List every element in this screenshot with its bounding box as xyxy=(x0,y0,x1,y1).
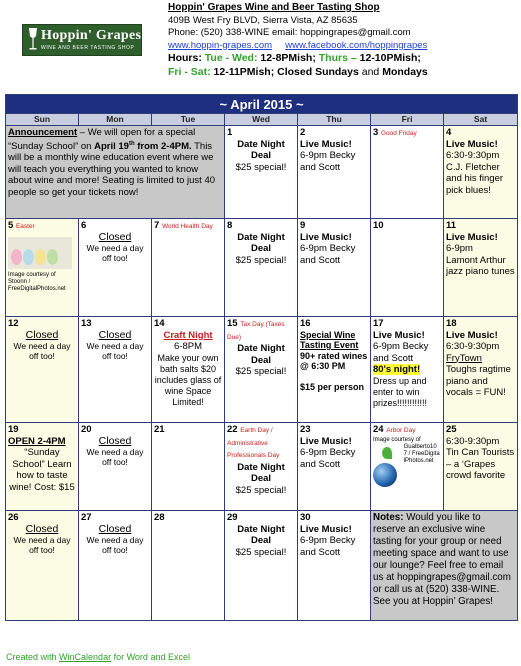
closed-label: Closed xyxy=(98,230,132,243)
event-detail: 6-9pm Becky and Scott xyxy=(300,535,356,558)
day-number: 17 xyxy=(373,318,384,329)
facebook-link[interactable]: www.facebook.com/hoppingrapes xyxy=(285,39,428,51)
day-number: 13 xyxy=(81,318,92,329)
egg-icon xyxy=(23,249,34,265)
day-cell-25[interactable] xyxy=(444,423,518,511)
logo-subtitle: WINE AND BEER TASTING SHOP xyxy=(41,45,135,51)
day-number: 10 xyxy=(373,220,384,231)
event-title: Date Night Deal xyxy=(237,138,285,161)
day-cell-7[interactable] xyxy=(152,219,225,317)
closed-label: Closed xyxy=(25,328,59,341)
day-number: 28 xyxy=(154,512,165,523)
day-number: 30 xyxy=(300,512,311,523)
footer-suffix: for Word and Excel xyxy=(113,652,190,662)
day-number: 22 xyxy=(227,424,238,435)
day-number: 8 xyxy=(227,220,233,231)
event-title: OPEN 2-4PM xyxy=(8,435,66,447)
event-detail: Dress up and enter to win prizes!!!!!!!!!!!! xyxy=(373,375,428,408)
day-cell-14[interactable] xyxy=(152,317,225,423)
holiday-label: Arbor Day xyxy=(386,427,416,434)
day-cell-28[interactable] xyxy=(152,511,225,621)
event-detail: C.J. Fletcher and his finger pick blues! xyxy=(446,161,504,196)
day-number: 3 xyxy=(373,127,379,138)
announcement-text-1: – We will open for a special “Sunday School” on xyxy=(8,127,196,152)
month-title: ~ April 2015 ~ xyxy=(6,95,518,114)
weekday-mon: Mon xyxy=(79,114,152,126)
day-number: 21 xyxy=(154,424,165,435)
event-detail: $25 special! xyxy=(235,366,287,377)
event-title: Date Night Deal xyxy=(237,461,285,484)
event-title: Date Night Deal xyxy=(237,523,285,546)
day-number: 6 xyxy=(81,220,87,231)
closed-note: We need a day off too! xyxy=(86,243,144,263)
holiday-label: Earth Day / Administrative Professionals Day xyxy=(227,427,280,459)
day-number: 23 xyxy=(300,424,311,435)
day-cell-11[interactable] xyxy=(444,219,518,317)
notes-cell xyxy=(371,511,518,621)
day-cell-2[interactable] xyxy=(298,126,371,219)
eighties-night-title: 80's night! xyxy=(373,364,421,375)
hours-line-1 xyxy=(168,52,428,66)
event-detail: $25 special! xyxy=(235,546,287,558)
closed-note: We need a day off too! xyxy=(86,535,144,555)
earth-sprout-image xyxy=(373,447,401,487)
day-number: 24 xyxy=(373,424,384,435)
day-cell-23[interactable] xyxy=(298,423,371,511)
event-title: Live Music! xyxy=(446,329,498,341)
event-detail: 6-9pm Becky and Scott xyxy=(300,243,356,266)
hours-thurs: Thurs – xyxy=(318,52,357,64)
event-detail: Make your own bath salts $20 includes glass of wine Space Limited! xyxy=(154,352,222,407)
event-detail: 6-9pm Becky and Scott xyxy=(300,447,356,470)
business-name: Hoppin' Grapes Wine and Beer Tasting Shop xyxy=(168,2,380,13)
day-number: 1 xyxy=(227,127,233,138)
announcement-time: from 2-4PM. xyxy=(134,140,192,152)
event-title: Craft Night xyxy=(163,329,213,341)
hours-tue-wed-time: 12-8PMish; xyxy=(260,52,316,64)
day-number: 11 xyxy=(446,220,457,231)
event-time: @ 6:30 PM xyxy=(300,361,346,371)
event-detail: 6-9pm Becky and Scott xyxy=(373,341,429,364)
day-number: 20 xyxy=(81,424,92,435)
weekday-tue: Tue xyxy=(152,114,225,126)
day-number: 27 xyxy=(81,512,92,523)
holiday-label: Good Friday xyxy=(380,130,417,137)
hours-closed-mon: Mondays xyxy=(382,65,428,78)
event-detail: 6-9pm Becky and Scott xyxy=(300,150,356,173)
day-cell-20[interactable] xyxy=(79,423,152,511)
image-credit: Image courtesy of xyxy=(373,436,421,443)
phone-email: Phone: (520) 338-WINE email: hoppingrapes@gmail.com xyxy=(168,27,411,38)
day-number: 25 xyxy=(446,424,457,435)
day-cell-21[interactable] xyxy=(152,423,225,511)
day-cell-18[interactable] xyxy=(444,317,518,423)
day-cell-6[interactable] xyxy=(79,219,152,317)
weekday-thu: Thu xyxy=(298,114,371,126)
easter-eggs-image xyxy=(8,237,72,269)
weekday-sat: Sat xyxy=(444,114,518,126)
image-credit: Image courtesy of Stoonn / FreeDigitalPhotos.net xyxy=(8,271,66,292)
closed-label: Closed xyxy=(25,522,59,535)
event-time: 6:30-9:30pm xyxy=(446,341,500,352)
hours-line-2 xyxy=(168,66,428,80)
event-performer: FryTown xyxy=(446,352,482,364)
event-detail: $25 special! xyxy=(235,161,287,173)
footer xyxy=(6,652,190,662)
day-cell-13[interactable] xyxy=(79,317,152,423)
earth-icon xyxy=(373,463,397,487)
day-number: 15 xyxy=(227,318,238,329)
event-title: Live Music! xyxy=(446,231,498,243)
announcement-cell xyxy=(6,126,225,219)
day-cell-26[interactable] xyxy=(6,511,79,621)
day-number: 7 xyxy=(154,220,160,231)
event-title: Special Wine Tasting Event xyxy=(300,329,359,350)
day-cell-8[interactable] xyxy=(225,219,298,317)
day-cell-10[interactable] xyxy=(371,219,444,317)
notes-text: Would you like to reserve an exclusive wine tasting for your group or need meeting space and want to use our lounge? Feel free to email us at hoppingrapes@gmail.com or call us at (520) 338-WINE. See you at Hoppin’ Grapes! xyxy=(373,512,511,607)
weekday-fri: Fri xyxy=(371,114,444,126)
announcement-label: Announcement xyxy=(8,127,78,138)
hours-label: Hours: xyxy=(168,52,202,64)
day-number: 29 xyxy=(227,512,238,523)
closed-note: We need a day off too! xyxy=(86,447,144,467)
event-title: Live Music! xyxy=(446,138,498,150)
weekday-header xyxy=(6,114,518,126)
egg-icon xyxy=(11,249,22,265)
day-number: 5 xyxy=(8,220,14,231)
announcement-date-suffix: th xyxy=(128,140,135,147)
closed-note: We need a day off too! xyxy=(13,341,71,361)
day-number: 9 xyxy=(300,220,306,231)
hours-fri-sat: Fri - Sat: xyxy=(168,65,211,78)
event-time: 6:30-9:30pm xyxy=(446,150,500,161)
hours-closed-sun: Sundays xyxy=(315,65,359,78)
hours-fri-sat-time: 12-11PMish; Closed xyxy=(213,65,313,78)
event-detail: $25 special! xyxy=(235,484,287,496)
holiday-label: Easter xyxy=(15,223,35,230)
weekday-wed: Wed xyxy=(225,114,298,126)
header xyxy=(0,0,521,90)
event-detail: Toughs ragtime piano and vocals = FUN! xyxy=(446,364,511,398)
event-title: Live Music! xyxy=(300,138,352,150)
day-cell-16[interactable] xyxy=(298,317,371,423)
event-time: 6-8PM xyxy=(174,341,202,352)
closed-note: We need a day off too! xyxy=(86,341,144,361)
website-link[interactable]: www.hoppin-grapes.com xyxy=(168,39,273,51)
logo-name: Hoppin' Grapes xyxy=(41,28,142,43)
holiday-label: World Health Day xyxy=(161,223,213,230)
day-cell-9[interactable] xyxy=(298,219,371,317)
event-time: 6-9pm xyxy=(446,243,473,254)
event-detail: 90+ rated wines xyxy=(300,350,368,361)
day-number: 12 xyxy=(8,318,19,329)
event-title: Date Night Deal xyxy=(237,231,285,254)
event-title: Live Music! xyxy=(373,329,425,341)
day-cell-22[interactable] xyxy=(225,423,298,511)
day-cell-29[interactable] xyxy=(225,511,298,621)
wine-glass-icon xyxy=(27,27,39,53)
hours-and: and xyxy=(361,65,380,78)
sprout-icon xyxy=(382,447,392,459)
day-number: 16 xyxy=(300,318,311,329)
day-number: 2 xyxy=(300,127,306,138)
event-detail: Lamont Arthur jazz piano tunes xyxy=(446,254,515,277)
links-row xyxy=(168,40,428,53)
hours-tue-wed: Tue - Wed: xyxy=(204,52,258,64)
day-number: 14 xyxy=(154,318,165,329)
event-title: Live Music! xyxy=(300,435,352,447)
day-cell-5[interactable] xyxy=(6,219,79,317)
egg-icon xyxy=(35,249,46,265)
day-cell-30[interactable] xyxy=(298,511,371,621)
day-number: 26 xyxy=(8,512,19,523)
event-title: Live Music! xyxy=(300,523,352,535)
closed-note: We need a day off too! xyxy=(13,535,71,555)
day-cell-24[interactable] xyxy=(371,423,444,511)
event-detail: $25 special! xyxy=(235,254,287,266)
notes-label: Notes: xyxy=(373,512,404,523)
address: 409B West Fry BLVD, Sierra Vista, AZ 85635 xyxy=(168,14,358,26)
day-cell-27[interactable] xyxy=(79,511,152,621)
event-time: 6:30-9:30pm xyxy=(446,435,500,447)
closed-label: Closed xyxy=(98,522,132,535)
weekday-sun: Sun xyxy=(6,114,79,126)
closed-label: Closed xyxy=(98,328,132,341)
closed-label: Closed xyxy=(98,434,132,447)
day-cell-1[interactable] xyxy=(225,126,298,219)
contact-info xyxy=(168,2,428,79)
event-title: Date Night Deal xyxy=(237,343,285,366)
event-title: Live Music! xyxy=(300,231,352,243)
day-cell-12[interactable] xyxy=(6,317,79,423)
april-calendar xyxy=(5,94,518,621)
event-detail: “Sunday School” Learn how to taste wine! Cost: $15 xyxy=(9,447,75,493)
event-detail: Tin Can Tourists – a ‘Grapes crowd favorite xyxy=(446,447,515,481)
day-cell-3[interactable] xyxy=(371,126,444,219)
day-number: 4 xyxy=(446,127,452,138)
holiday-label: Tax Day (Taxes Due) xyxy=(227,321,285,341)
image-credit-source: Gualberto107 / FreeDigitalPhotos.net xyxy=(403,443,440,464)
day-number: 19 xyxy=(8,424,19,435)
day-cell-17[interactable] xyxy=(371,317,444,423)
announcement-text-2: This will be a monthly wine education event where we will teach you everything you wanted to know about wine and more! Seating is limited to just 40 people so get your tickets now! xyxy=(8,140,216,198)
hours-thurs-time: 12-10PMish; xyxy=(359,52,421,64)
event-price: $15 per person xyxy=(300,381,365,392)
day-cell-4[interactable] xyxy=(444,126,518,219)
wincalendar-link[interactable]: WinCalendar xyxy=(59,652,112,662)
day-number: 18 xyxy=(446,318,457,329)
day-cell-15[interactable] xyxy=(225,317,298,423)
footer-prefix: Created with xyxy=(6,652,57,662)
day-cell-19[interactable] xyxy=(6,423,79,511)
egg-icon xyxy=(47,249,58,265)
hoppin-grapes-logo[interactable] xyxy=(22,24,142,56)
announcement-date: April 19 xyxy=(94,140,129,152)
